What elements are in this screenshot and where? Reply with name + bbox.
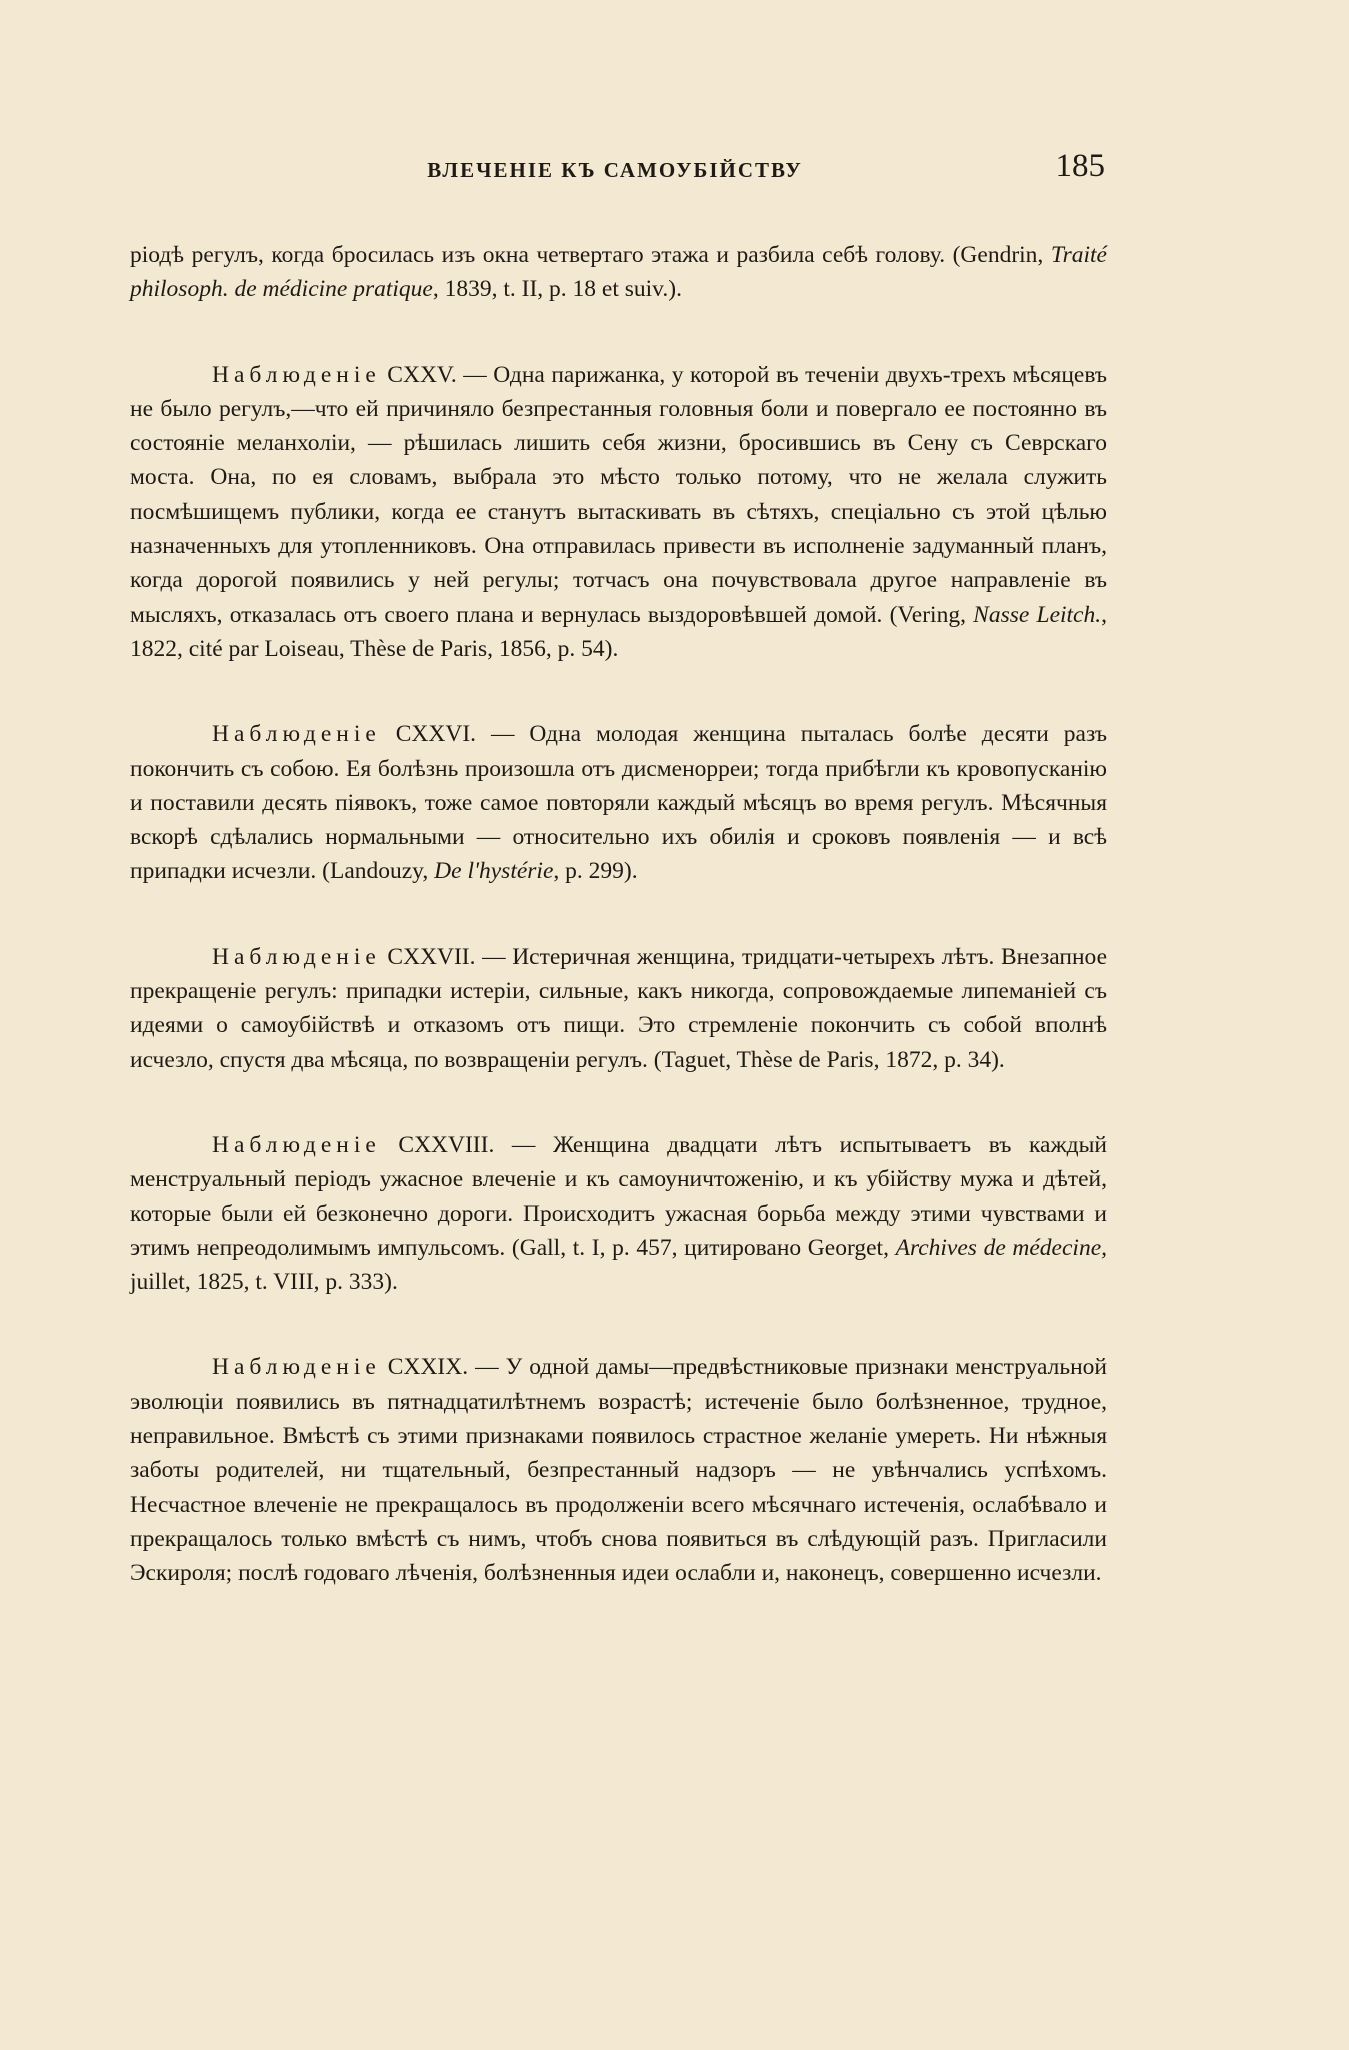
observation-number: CXXVII. [387,943,476,970]
running-header [125,148,1105,184]
observation-label: Наблюденіе [212,1354,381,1381]
observation-cxxviii [130,1128,1107,1299]
running-title: ВЛЕЧЕНІЕ КЪ САМОУБІЙСТВУ [427,158,803,182]
observation-cxxvi [130,717,1107,888]
text-run: , 1822, cité par Loiseau, Thèse de Paris, 1856, p. 54). [130,601,1107,662]
observation-label: Наблюденіе [212,943,381,970]
observation-cxxix [130,1350,1107,1590]
page-body [130,238,1107,1642]
text-run: , p. 299). [553,858,638,885]
text-run: — Женщина двадцати лѣтъ испытываетъ въ каждый менструальный періодъ ужасное влеченіе и къ самоуничтоженію, и къ убійству мужа и дѣтей, которые были ей безконечно дороги. Происходитъ ужасная борьба между этими чувствами и этимъ непреодолимымъ импульсомъ. (Gall, t. I, p. 457, цитировано Georget, [130,1131,1108,1261]
observation-label: Наблюденіе [212,721,381,748]
observation-number: CXXV. [387,361,457,388]
citation-title: De l'hystérie [434,858,554,885]
text-run: — Одна парижанка, у которой въ теченіи двухъ-трехъ мѣсяцевъ не было регулъ,—что ей причиняло безпрестанныя головныя боли и повергало ее постоянно въ состояніе меланхоліи, — рѣшилась лишить себя жизни, бросившись въ Сену съ Севрскаго моста. Она, по ея словамъ, выбрала это мѣсто только потому, что не желала служить посмѣшищемъ публики, когда ее станутъ вытаскивать въ сѣтяхъ, спеціально съ этой цѣлью назначенныхъ для утопленниковъ. Она отправилась привести въ исполненіе задуманный планъ, когда дорогой появились у ней регулы; тотчасъ она почувствовала другое направленіе въ мысляхъ, отказалась отъ своего плана и вернулась выздоровѣвшей домой. (Vering, [130,361,1108,628]
observation-number: CXXVIII. [398,1131,495,1158]
citation-title: Nasse Leitch. [973,601,1102,628]
page-number: 185 [1055,148,1105,184]
observation-cxxv [130,358,1107,667]
text-run: , 1839, t. II, p. 18 et suiv.). [432,276,682,303]
observation-number: CXXIX. [387,1354,469,1381]
citation-title: Traité philosoph. de médicine pratique [130,242,1107,303]
text-run: ріодѣ регулъ, когда бросилась изъ окна четвертаго этажа и разбила себѣ голову. (Gendrin, [130,242,1051,268]
observation-number: CXXVI. [395,721,477,748]
citation-title: Archives de médecine, [895,1234,1107,1261]
observation-cxxvii [130,940,1107,1077]
text-run: — Одна молодая женщина пыталась болѣе десяти разъ покончить съ собою. Ея болѣзнь произошла отъ дисменорреи; тогда прибѣгли къ кровопусканію и поставили десять піявокъ, тоже самое повторяли каждый мѣсяцъ во время регулъ. Мѣсячныя вскорѣ сдѣлались нормальными — относительно ихъ обилія и сроковъ появленія — и всѣ припадки исчезли. (Landouzy, [130,721,1107,885]
text-run: — Истеричная женщина, тридцати-четырехъ лѣтъ. Внезапное прекращеніе регулъ: припадки истеріи, сильные, какъ никогда, сопровождаемые липеманіей съ идеями о самоубійствѣ и отказомъ отъ пищи. Это стремленіе покончить съ собой вполнѣ исчезло, спустя два мѣсяца, по возвращеніи регулъ. (Taguet, Thèse de Paris, 1872, p. 34). [130,943,1107,1073]
text-run: — У одной дамы—предвѣстниковые признаки менструальной эволюціи появились въ пятнадцатилѣтнемъ возрастѣ; истеченіе было болѣзненное, трудное, неправильное. Вмѣстѣ съ этими признаками появилось страстное желаніе умереть. Ни нѣжныя заботы родителей, ни тщательный, безпрестанный надзоръ — не увѣнчались успѣхомъ. Несчастное влеченіе не прекращалось въ продолженіи всего мѣсячнаго истеченія, ослабѣвало и прекращалось только вмѣстѣ съ нимъ, чтобъ снова появиться въ слѣдующій разъ. Пригласили Эскироля; послѣ годоваго лѣченія, болѣзненныя идеи ослабли и, наконецъ, совершенно исчезли. [130,1354,1107,1587]
text-run: juillet, 1825, t. VIII, p. 333). [130,1269,398,1296]
observation-label: Наблюденіе [212,361,381,388]
paragraph-continuation [130,238,1107,307]
observation-label: Наблюденіе [212,1131,381,1158]
